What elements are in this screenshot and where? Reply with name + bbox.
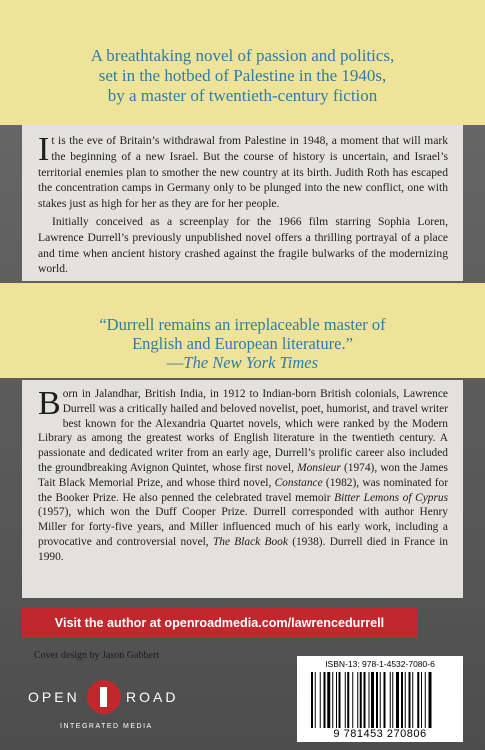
barcode-stripe	[392, 672, 393, 728]
barcode-digits: 9 781453 270806	[333, 728, 427, 740]
cover-design-credit: Cover design by Jason Gabbert	[34, 650, 159, 661]
barcode-stripe	[327, 672, 330, 728]
bio-text: (1974), won the James Tait Black Memorial Prize, and whose third novel,	[38, 461, 448, 489]
barcode-stripe	[364, 672, 366, 728]
tagline-line: by a master of twentieth-century fiction	[107, 86, 378, 105]
barcode-stripe	[390, 672, 391, 728]
author-link-bar[interactable]	[22, 608, 417, 638]
barcode-stripe	[347, 672, 349, 728]
review-quote	[0, 315, 485, 372]
book-title: The Black Book	[212, 535, 288, 548]
quote-dash: —	[166, 353, 184, 372]
tagline-band	[0, 0, 485, 125]
barcode-stripe	[371, 672, 374, 728]
quote-line: English and European literature.”	[132, 334, 353, 353]
summary-paragraph	[38, 133, 448, 212]
barcode-stripe	[324, 672, 326, 728]
bio-text: (1982), was nominated for the Booker Prize. He also penned the celebrated travel memoir	[38, 476, 448, 504]
barcode-stripe	[384, 672, 386, 728]
bio-text: orn in Jalandhar, British India, in 1912 to Indian-born British colonials, Lawrence Durrell was a critically hailed and beloved novelist, poet, humorist, and travel writer best known for the Alexandria Quartet novels, which were ranked by the Modern Library as among the greatest works of English literature in the twentieth century. A passionate and dedicated writer from an early age, Durrell’s prolific career also included the groundbreaking Avignon Quintet, whose first novel,	[38, 388, 448, 474]
author-website-link[interactable]: Visit the author at openroadmedia.com/lawrencedurrell	[54, 616, 385, 630]
barcode-stripe	[336, 672, 337, 728]
logo-word-open: OPEN	[28, 689, 80, 705]
barcode-stripe	[360, 672, 362, 728]
barcode-stripe	[417, 672, 419, 728]
logo-bar	[100, 687, 107, 707]
barcode-stripe	[421, 672, 422, 728]
book-title: Bitter Lemons of Cyprus	[334, 491, 449, 504]
tagline-line: A breathtaking novel of passion and politics,	[90, 46, 395, 65]
summary-paragraph: Initially conceived as a screenplay for the 1966 film starring Sophia Loren, Lawrence Durrell’s previously unpublished novel offers a thrilling portrayal of a place and time when ancient history crashed against the fragile bulwarks of the modernizing world.	[38, 214, 448, 276]
barcode-icon	[311, 672, 457, 728]
drop-cap: I	[38, 131, 50, 168]
book-title: Monsieur	[297, 461, 341, 474]
barcode-stripe	[429, 672, 432, 728]
barcode-stripe	[405, 672, 406, 728]
barcode-stripe	[425, 672, 426, 728]
barcode-stripe	[311, 672, 313, 728]
barcode-stripe	[339, 672, 341, 728]
barcode-stripe	[369, 672, 370, 728]
author-bio-paragraph	[38, 387, 448, 565]
barcode-stripe	[345, 672, 346, 728]
barcode-stripe	[376, 672, 378, 728]
barcode-box	[297, 656, 463, 742]
summary-panel	[22, 125, 463, 281]
drop-cap: B	[38, 385, 61, 422]
barcode-stripe	[352, 672, 353, 728]
barcode-stripe	[315, 672, 316, 728]
quote-attribution	[0, 353, 485, 372]
quote-line: “Durrell remains an irreplaceable master of	[99, 315, 386, 334]
author-bio-text	[38, 387, 448, 565]
bio-text: (1938). Durrell died in France in 1990.	[38, 535, 449, 563]
tagline-line: set in the hotbed of Palestine in the 1940s,	[98, 66, 387, 85]
open-road-logo	[22, 666, 192, 742]
author-bio-panel	[22, 380, 463, 598]
barcode-stripe	[412, 672, 413, 728]
barcode-stripe	[332, 672, 333, 728]
book-title: Constance	[274, 476, 323, 489]
barcode-stripe	[401, 672, 403, 728]
summary-text	[38, 133, 448, 277]
bio-text: (1957), which won the Duff Cooper Prize. Durrell corresponded with author Henry Miller for forty-five years, and Miller influenced much of his early work, including a provocative and controversial novel,	[38, 506, 448, 548]
barcode-stripe	[396, 672, 399, 728]
summary-paragraph-text: t is the eve of Britain’s withdrawal from Palestine in 1948, a moment that will mark the beginning of a new Israel. But the course of history is uncertain, and Israel’s territorial enemies plan to smother the new country at its birth. Judith Roth has escaped the concentration camps in Germany only to be plunged into the new conflict, one with stakes just as high for her as they are for her people.	[38, 134, 448, 211]
barcode-stripe	[380, 672, 381, 728]
barcode-stripe	[409, 672, 411, 728]
quote-source: The New York Times	[183, 353, 319, 372]
barcode-stripe	[357, 672, 358, 728]
barcode-stripe	[320, 672, 321, 728]
logo-word-road: ROAD	[126, 689, 179, 705]
isbn-label: ISBN-13: 978-1-4532-7080-6	[325, 659, 435, 669]
tagline	[0, 46, 485, 106]
quote-band	[0, 283, 485, 378]
logo-subtitle: INTEGRATED MEDIA	[60, 723, 153, 730]
